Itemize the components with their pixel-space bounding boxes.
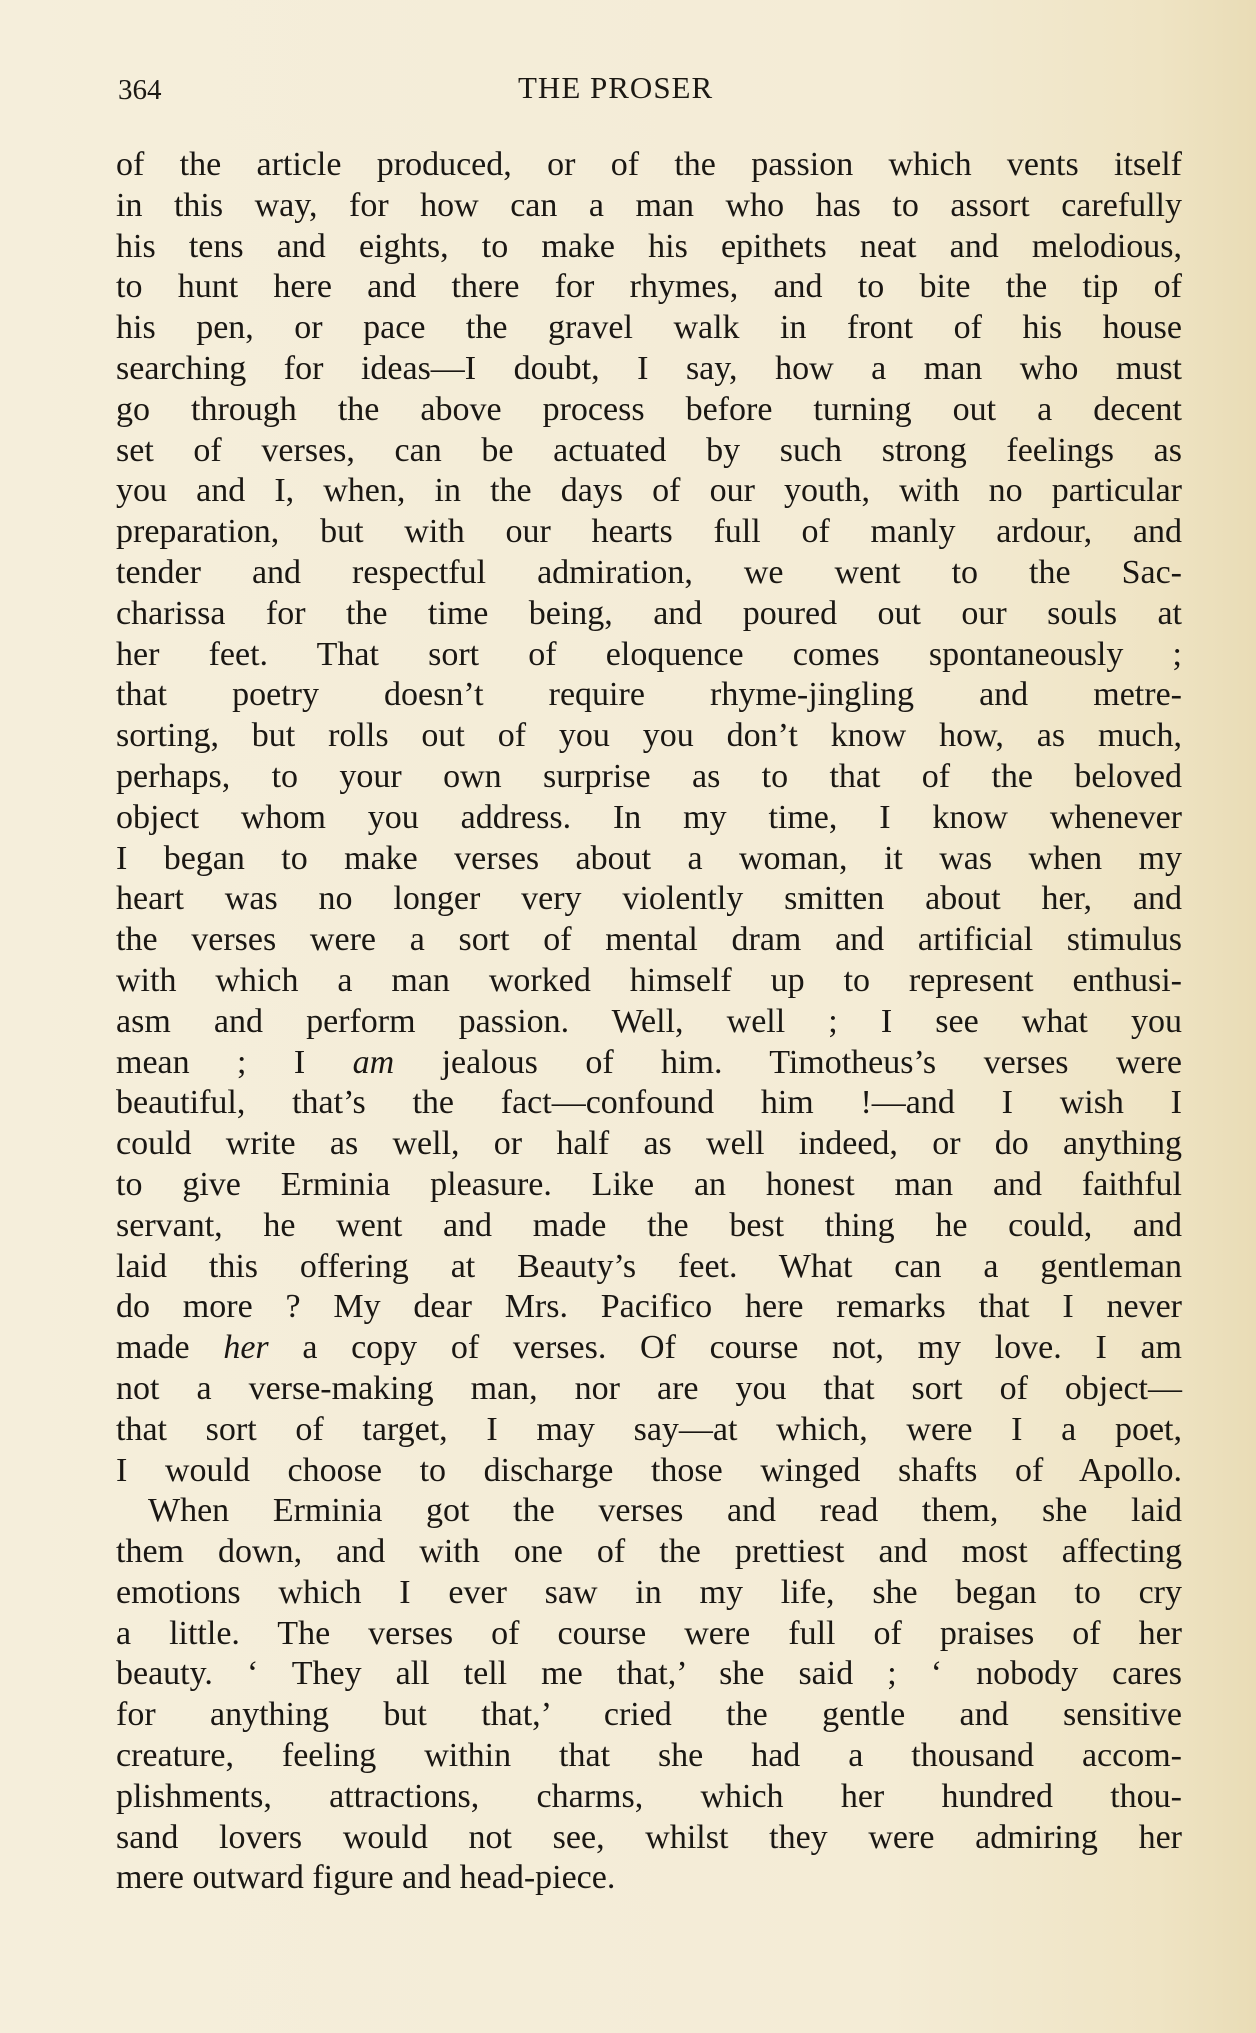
text-line: beautiful, that’s the fact—confound him !—and I wish I xyxy=(116,1084,1182,1122)
text-line: beauty. ‘ They all tell me that,’ she said ; ‘ nobody cares xyxy=(116,1655,1182,1693)
text-line: you and I, when, in the days of our youth, with no particular xyxy=(116,472,1182,510)
text-line: do more ? My dear Mrs. Pacifico here remarks that I never xyxy=(116,1288,1182,1326)
text-line: a little. The verses of course were full of praises of her xyxy=(116,1614,1182,1652)
body-text xyxy=(116,145,1182,1899)
text-line: set of verses, can be actuated by such strong feelings as xyxy=(116,431,1182,469)
text-line: her feet. That sort of eloquence comes spontaneously ; xyxy=(116,635,1182,673)
text-line: sand lovers would not see, whilst they were admiring her xyxy=(116,1818,1182,1856)
text-line: mean ; I am jealous of him. Timotheus’s verses were xyxy=(116,1043,1183,1081)
page-number: 364 xyxy=(118,74,162,106)
text-line: his pen, or pace the gravel walk in front of his house xyxy=(116,309,1182,347)
text-line: made her a copy of verses. Of course not, my love. I am xyxy=(116,1329,1182,1367)
text-line: to hunt here and there for rhymes, and to bite the tip of xyxy=(116,268,1182,306)
text-line: servant, he went and made the best thing he could, and xyxy=(116,1206,1182,1244)
text-line: of the article produced, or of the passion which vents itself xyxy=(116,146,1182,183)
text-line: plishments, attractions, charms, which her hundred thou- xyxy=(116,1777,1182,1815)
italic-word: her xyxy=(223,1329,269,1367)
text-line: not a verse-making man, nor are you that sort of object— xyxy=(116,1369,1182,1407)
text-line: the verses were a sort of mental dram and artificial stimulus xyxy=(116,921,1182,959)
running-head: THE PROSER xyxy=(518,70,714,105)
text-line: his tens and eights, to make his epithets neat and melodious, xyxy=(116,227,1182,265)
text-line: laid this offering at Beauty’s feet. What can a gentleman xyxy=(116,1247,1182,1285)
text-line: sorting, but rolls out of you you don’t know how, as much, xyxy=(116,717,1182,755)
text-line: to give Erminia pleasure. Like an honest man and faithful xyxy=(116,1165,1182,1203)
text-line: I would choose to discharge those winged shafts of Apollo. xyxy=(116,1451,1182,1489)
text-line: tender and respectful admiration, we went to the Sac- xyxy=(116,553,1182,591)
text-line: searching for ideas—I doubt, I say, how a man who must xyxy=(116,349,1182,387)
text-line: charissa for the time being, and poured out our souls at xyxy=(116,594,1182,632)
text-line: object whom you address. In my time, I know whenever xyxy=(116,798,1182,836)
text-line: in this way, for how can a man who has to assort carefully xyxy=(116,186,1182,224)
text-line: I began to make verses about a woman, it was when my xyxy=(116,839,1182,877)
text-line: perhaps, to your own surprise as to that of the beloved xyxy=(116,757,1182,795)
text-line: preparation, but with our hearts full of manly ardour, and xyxy=(116,513,1182,551)
text-line: mere outward figure and head-piece. xyxy=(116,1859,616,1897)
text-line: with which a man worked himself up to represent enthusi- xyxy=(116,961,1182,999)
text-line: heart was no longer very violently smitten about her, and xyxy=(116,880,1182,918)
text-line: that poetry doesn’t require rhyme-jingling and metre- xyxy=(116,676,1182,714)
text-line: could write as well, or half as well indeed, or do anything xyxy=(116,1125,1182,1163)
text-line: creature, feeling within that she had a thousand accom- xyxy=(116,1737,1182,1775)
text-line: emotions which I ever saw in my life, she began to cry xyxy=(116,1573,1182,1611)
text-line: When Erminia got the verses and read them, she laid xyxy=(148,1492,1182,1530)
text-line: go through the above process before turning out a decent xyxy=(116,390,1182,428)
text-line: them down, and with one of the prettiest and most affecting xyxy=(116,1533,1182,1571)
text-line: for anything but that,’ cried the gentle and sensitive xyxy=(116,1696,1182,1734)
text-line: that sort of target, I may say—at which, were I a poet, xyxy=(116,1410,1182,1448)
page-header xyxy=(118,70,1198,114)
italic-word: am xyxy=(352,1043,395,1081)
text-line: asm and perform passion. Well, well ; I see what you xyxy=(116,1002,1182,1040)
